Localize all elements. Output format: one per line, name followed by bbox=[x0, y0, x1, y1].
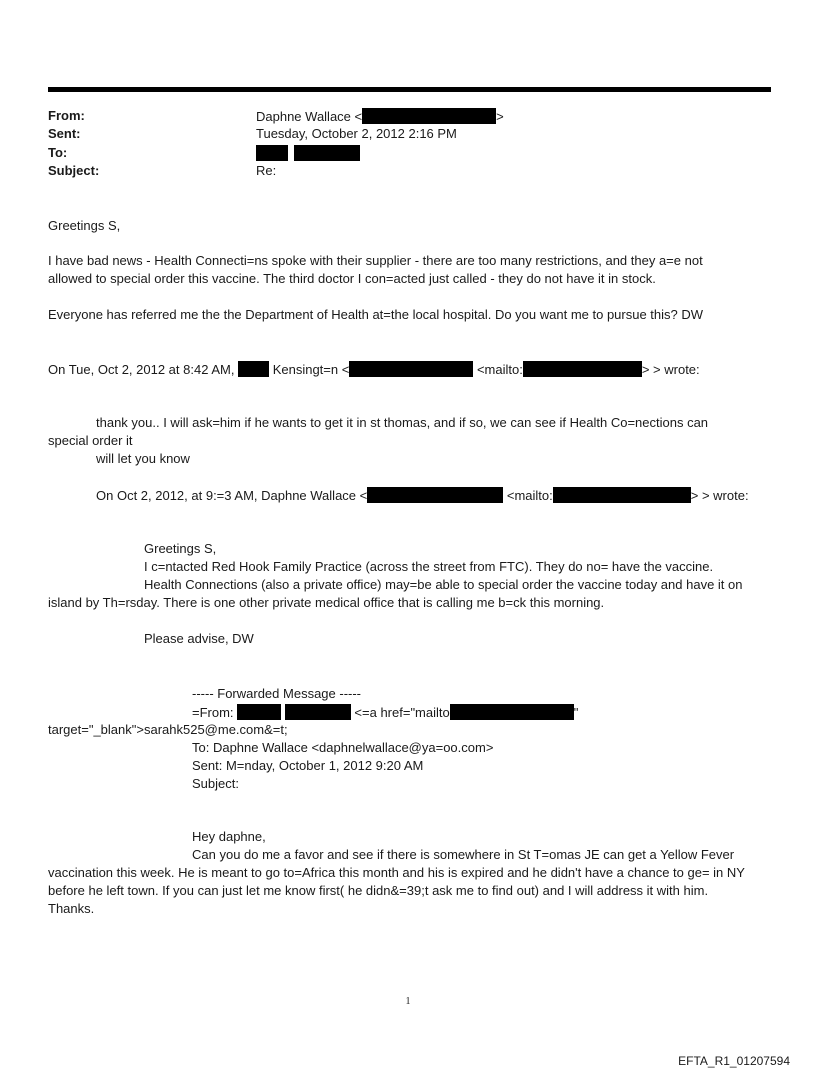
redaction-box bbox=[294, 145, 360, 161]
redaction-box bbox=[362, 108, 496, 124]
header-rule bbox=[48, 87, 771, 92]
redaction-box bbox=[553, 487, 691, 503]
subject-label: Subject: bbox=[48, 163, 100, 178]
quote-header-2 bbox=[96, 487, 749, 504]
fwd-from-label: =From: bbox=[192, 705, 234, 720]
sent-value: Tuesday, October 2, 2012 2:16 PM bbox=[256, 126, 457, 141]
quote-line: will let you know bbox=[96, 451, 190, 466]
quote-line: special order it bbox=[48, 433, 133, 448]
message-line: vaccination this week. He is meant to go to=Africa this month and his is expired and he didn't have a chance to ge= in NY bbox=[48, 865, 745, 880]
quote-mailto: <mailto: bbox=[506, 488, 553, 503]
to-label: To: bbox=[48, 145, 68, 160]
quote-header-1 bbox=[48, 361, 700, 378]
redaction-box bbox=[237, 704, 281, 720]
redaction-box bbox=[367, 487, 503, 503]
message-line: Can you do me a favor and see if there is somewhere in St T=omas JE can get a Yellow Fever bbox=[192, 847, 735, 862]
quote-signoff: Please advise, DW bbox=[144, 631, 254, 646]
from-close: > bbox=[496, 109, 504, 124]
from-name: Daphne Wallace < bbox=[256, 109, 363, 124]
message-line: before he left town. If you can just let me know first( he didn&=39;t ask me to find out) and I will address it with him. bbox=[48, 883, 709, 898]
quote-line: thank you.. I will ask=him if he wants to get it in st thomas, and if so, we can see if Health Co=nections can bbox=[96, 415, 709, 430]
message-line: Thanks. bbox=[48, 901, 95, 916]
bates-number: EFTA_R1_01207594 bbox=[678, 1054, 790, 1068]
quote-greeting: Greetings S, bbox=[144, 541, 217, 556]
fwd-quote: " bbox=[573, 705, 579, 720]
redaction-box bbox=[349, 361, 473, 377]
forwarded-subject: Subject: bbox=[192, 776, 239, 791]
paragraph-line: Everyone has referred me the the Department of Health at=the local hospital. Do you want me to pursue this? DW bbox=[48, 307, 704, 322]
from-label: From: bbox=[48, 108, 85, 123]
paragraph-line: I have bad news - Health Connecti=ns spoke with their supplier - there are too many restrictions, and they a=e not bbox=[48, 253, 703, 268]
quote-line: I c=ntacted Red Hook Family Practice (across the street from FTC). They do no= have the vaccine. bbox=[144, 559, 714, 574]
redaction-box bbox=[256, 145, 288, 161]
quote-wrote: > > wrote: bbox=[641, 362, 700, 377]
forwarded-sent: Sent: M=nday, October 1, 2012 9:20 AM bbox=[192, 758, 424, 773]
paragraph-line: allowed to special order this vaccine. The third doctor I con=acted just called - they do not have it in stock. bbox=[48, 271, 656, 286]
forwarded-from bbox=[192, 704, 578, 721]
quote-mailto: <mailto: bbox=[476, 362, 523, 377]
fwd-href: <=a href="mailto bbox=[354, 705, 450, 720]
from-value bbox=[256, 108, 504, 125]
to-value bbox=[256, 145, 360, 162]
quote-wrote: > > wrote: bbox=[690, 488, 749, 503]
quote-line: Health Connections (also a private office) may=be able to special order the vaccine today and have it on bbox=[144, 577, 743, 592]
page-number: 1 bbox=[405, 996, 411, 1007]
quote-date: On Oct 2, 2012, at 9:=3 AM, Daphne Wallace < bbox=[96, 488, 368, 503]
redaction-box bbox=[523, 361, 642, 377]
redaction-box bbox=[450, 704, 574, 720]
subject-value: Re: bbox=[256, 163, 277, 178]
quote-line: island by Th=rsday. There is one other private medical office that is calling me b=ck this morning. bbox=[48, 595, 605, 610]
quote-date: On Tue, Oct 2, 2012 at 8:42 AM, bbox=[48, 362, 235, 377]
message-greeting: Hey daphne, bbox=[192, 829, 266, 844]
redaction-box bbox=[238, 361, 269, 377]
sent-label: Sent: bbox=[48, 126, 81, 141]
forwarded-target: target="_blank">sarahk525@me.com&=t; bbox=[48, 722, 288, 737]
forwarded-to: To: Daphne Wallace <daphnelwallace@ya=oo.com> bbox=[192, 740, 494, 755]
redaction-box bbox=[285, 704, 351, 720]
greeting: Greetings S, bbox=[48, 218, 121, 233]
forwarded-header: ----- Forwarded Message ----- bbox=[192, 686, 362, 701]
quote-sender: Kensingt=n < bbox=[272, 362, 350, 377]
